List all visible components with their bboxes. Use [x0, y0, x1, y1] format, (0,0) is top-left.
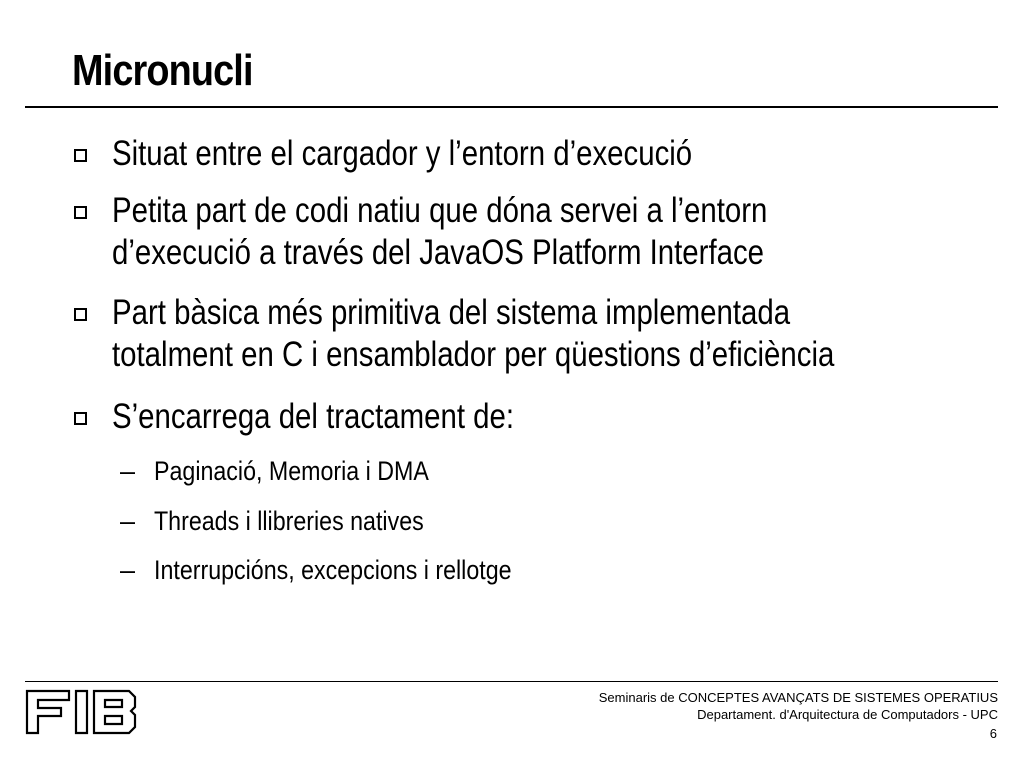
footer-line-department: Departament. d'Arquitectura de Computadors - UPC — [697, 707, 998, 722]
dash-bullet-icon: – — [120, 555, 136, 585]
fib-logo — [25, 689, 137, 735]
square-bullet-icon — [74, 412, 87, 425]
footer-credits — [599, 689, 998, 723]
bullet-line: S’encarrega del tractament de: — [112, 397, 515, 436]
bullet-line: Petita part de codi natiu que dóna servei a l’entorn — [112, 191, 768, 230]
sub-bullet-text: Threads i llibreries natives — [154, 506, 424, 536]
bullet-text — [112, 133, 692, 175]
sub-bullet-text: Paginació, Memoria i DMA — [154, 456, 429, 486]
sub-bullet-text: Interrupcións, excepcions i rellotge — [154, 555, 512, 585]
bullet-text — [112, 190, 767, 274]
footer-line-seminar: Seminaris de CONCEPTES AVANÇATS DE SISTEMES OPERATIUS — [598, 690, 998, 705]
dash-bullet-icon: – — [120, 456, 136, 486]
square-bullet-icon — [74, 308, 87, 321]
square-bullet-icon — [74, 206, 87, 219]
bullet-text — [112, 396, 514, 438]
bullet-line: d’execució a través del JavaOS Platform Interface — [112, 233, 765, 272]
dash-bullet-icon: – — [120, 506, 136, 536]
page-number: 6 — [989, 726, 997, 741]
bullet-line: totalment en C i ensamblador per qüestions d’eficiència — [112, 335, 835, 374]
bullet-line: Part bàsica més primitiva del sistema implementada — [112, 293, 791, 332]
bullet-text — [112, 292, 834, 376]
square-bullet-icon — [74, 149, 87, 162]
slide-title: Micronucli — [72, 46, 253, 95]
footer-divider — [25, 681, 998, 682]
bullet-line: Situat entre el cargador y l’entorn d’execució — [112, 134, 693, 173]
